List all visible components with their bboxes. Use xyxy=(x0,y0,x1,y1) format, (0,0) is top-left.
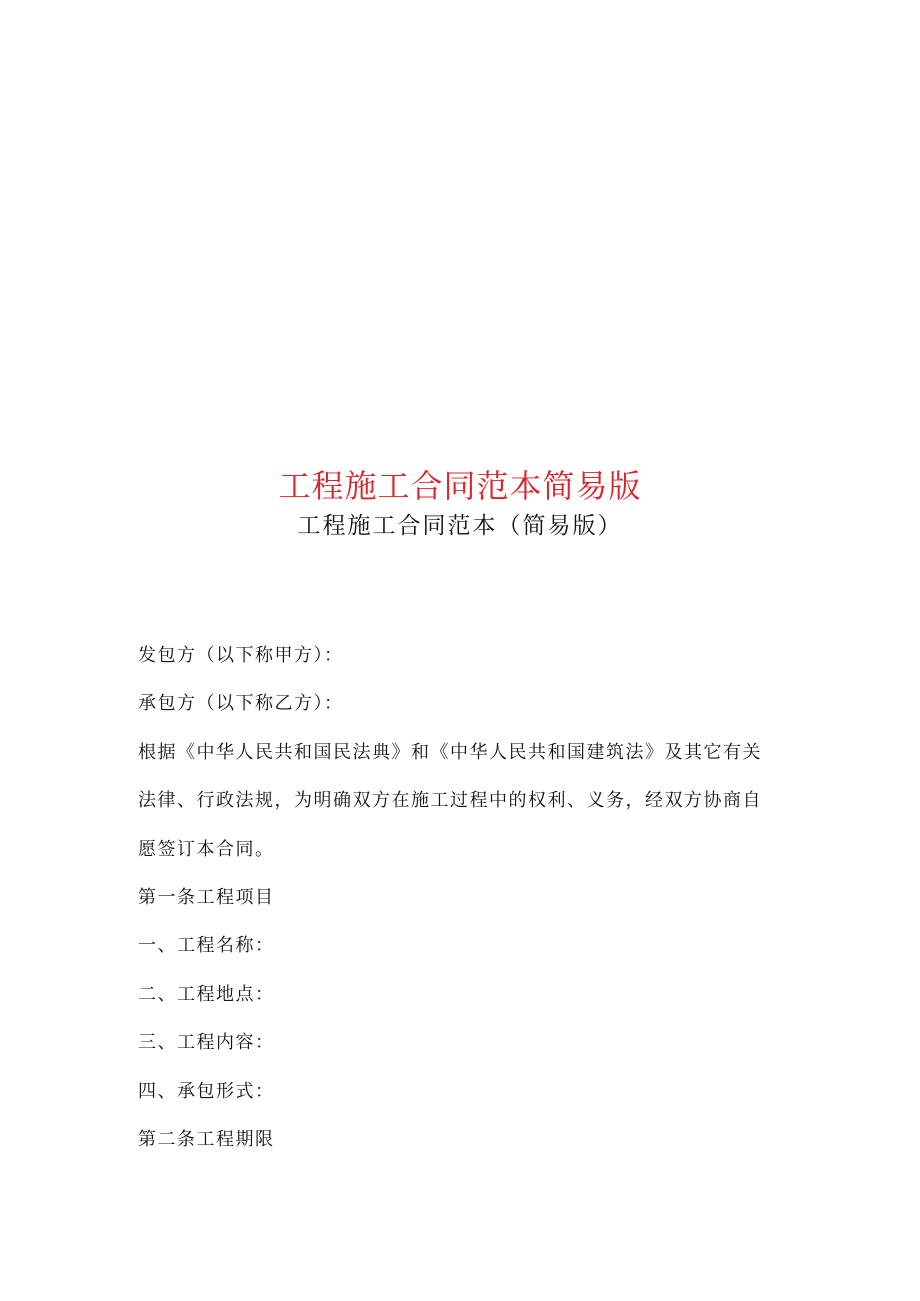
article-two-heading: 第二条工程期限 xyxy=(138,1129,275,1151)
contract-body xyxy=(138,632,798,1164)
red-document-title: 工程施工合同范本简易版 xyxy=(278,467,642,505)
party-b-line: 承包方（以下称乙方）： xyxy=(138,693,344,715)
contract-form-line: 四、承包形式： xyxy=(138,1080,275,1102)
article-one-heading: 第一条工程项目 xyxy=(138,887,275,909)
project-name-line: 一、工程名称： xyxy=(138,935,275,957)
legal-basis-line-3: 愿签订本合同。 xyxy=(138,838,275,860)
project-location-line: 二、工程地点： xyxy=(138,983,275,1005)
project-content-line: 三、工程内容： xyxy=(138,1032,275,1054)
party-a-line: 发包方（以下称甲方）： xyxy=(138,645,344,666)
legal-basis-line-2: 法律、行政法规，为明确双方在施工过程中的权利、义务，经双方协商自 xyxy=(138,790,762,812)
contract-title: 工程施工合同范本（简易版） xyxy=(297,513,623,539)
legal-basis-line-1: 根据《中华人民共和国民法典》和《中华人民共和国建筑法》及其它有关 xyxy=(138,741,762,763)
